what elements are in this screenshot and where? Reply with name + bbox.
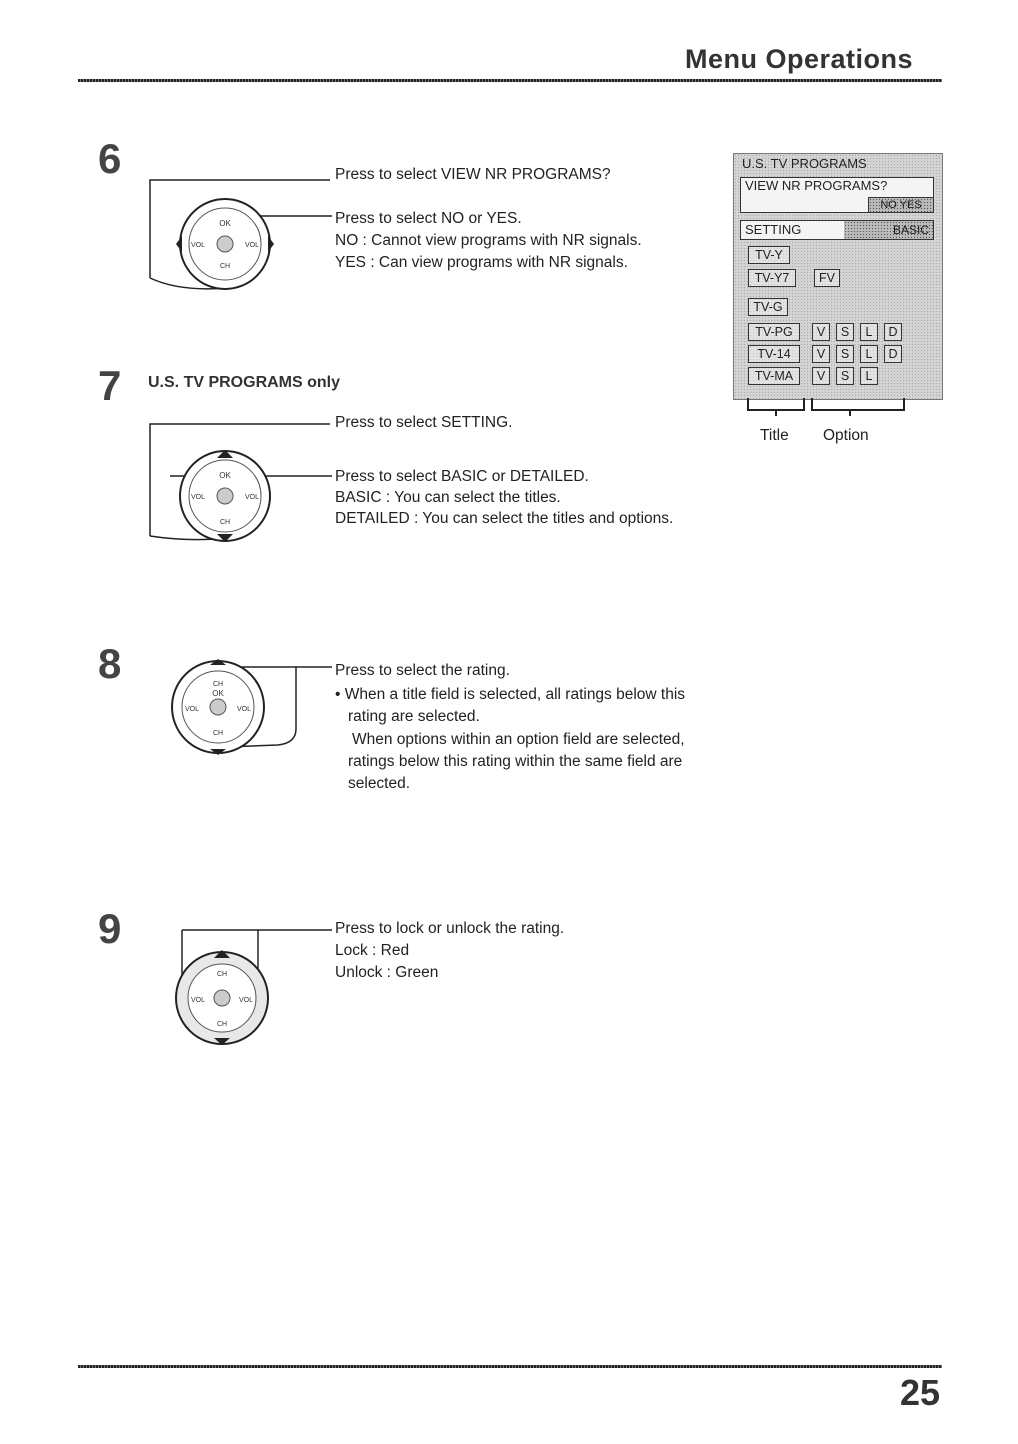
page-title: Menu Operations [684, 44, 913, 74]
step-8-line4: When options within an option field are selected, [352, 731, 685, 748]
vol-right-label: VOL [236, 706, 252, 713]
footer-rule [78, 1365, 942, 1368]
view-nr-label: VIEW NR PROGRAMS? [745, 178, 888, 193]
ch-label: CH [212, 730, 224, 737]
rating-title-tv-y7: TV-Y7 [748, 269, 796, 287]
rating-option-s: S [836, 367, 854, 385]
ch-label: CH [219, 519, 231, 526]
remote-dpad-diagram-9 [160, 918, 340, 1048]
vol-left-label: VOL [184, 706, 200, 713]
vol-left-label: VOL [190, 242, 206, 249]
step-8-line2: • When a title field is selected, all ratings below this [335, 686, 686, 703]
step-9-line1: Press to lock or unlock the rating. [335, 920, 565, 937]
rating-title-tv-y: TV-Y [748, 246, 790, 264]
ok-label: OK [212, 689, 224, 698]
menu-legend-option: Option [823, 427, 869, 444]
step-6-line1: Press to select VIEW NR PROGRAMS? [335, 166, 611, 183]
vol-left-label: VOL [190, 997, 206, 1004]
rating-title-tv-14: TV-14 [748, 345, 800, 363]
step-8-line5: ratings below this rating within the same field are [348, 753, 683, 770]
header-rule [78, 79, 942, 82]
step-8-line6: selected. [348, 775, 411, 792]
step-7-subtitle: U.S. TV PROGRAMS only [148, 374, 341, 391]
menu-legend-title: Title [760, 427, 789, 444]
basic-selector: BASIC [844, 221, 933, 239]
remote-dpad-diagram-8 [160, 655, 340, 765]
rating-option-s: S [836, 323, 854, 341]
remote-dpad-diagram-6 [140, 160, 340, 300]
step-7-number: 7 [98, 362, 122, 409]
ch-label: CH [216, 1021, 228, 1028]
ch-label: CH [216, 971, 228, 978]
step-6-line4: YES : Can view programs with NR signals. [335, 254, 628, 271]
rating-option-l: L [860, 367, 878, 385]
rating-option-l: L [860, 323, 878, 341]
step-6-line3: NO : Cannot view programs with NR signals. [335, 232, 642, 249]
step-8-line3: rating are selected. [348, 708, 480, 725]
step-8-line1: Press to select the rating. [335, 662, 510, 679]
ok-label: OK [219, 219, 231, 228]
vol-right-label: VOL [244, 494, 260, 501]
step-7-line3: BASIC : You can select the titles. [335, 489, 561, 506]
rating-option-v: V [812, 345, 830, 363]
remote-dpad-diagram-7 [140, 410, 340, 550]
no-yes-selector: NO YES [868, 197, 934, 213]
vol-left-label: VOL [190, 494, 206, 501]
rating-title-tv-pg: TV-PG [748, 323, 800, 341]
rating-option-l: L [860, 345, 878, 363]
ch-label: CH [212, 681, 224, 688]
us-tv-programs-menu [733, 153, 943, 400]
step-7-line1: Press to select SETTING. [335, 414, 513, 431]
rating-title-tv-ma: TV-MA [748, 367, 800, 385]
setting-label: SETTING [745, 222, 802, 237]
step-6-line2: Press to select NO or YES. [335, 210, 522, 227]
rating-option-fv: FV [814, 269, 840, 287]
rating-option-s: S [836, 345, 854, 363]
rating-option-v: V [812, 367, 830, 385]
vol-right-label: VOL [244, 242, 260, 249]
step-6-number: 6 [98, 135, 122, 182]
rating-title-tv-g: TV-G [748, 298, 788, 316]
step-9-number: 9 [98, 905, 122, 952]
menu-title: U.S. TV PROGRAMS [742, 156, 867, 171]
step-7-line4: DETAILED : You can select the titles and options. [335, 510, 674, 527]
rating-option-d: D [884, 323, 902, 341]
step-9-line2: Lock : Red [335, 942, 410, 959]
vol-right-label: VOL [238, 997, 254, 1004]
rating-option-v: V [812, 323, 830, 341]
step-9-line3: Unlock : Green [335, 964, 439, 981]
step-8-number: 8 [98, 640, 122, 687]
rating-option-d: D [884, 345, 902, 363]
ch-label: CH [219, 263, 231, 270]
menu-legend-brackets [740, 396, 910, 416]
page-number: 25 [899, 1372, 940, 1413]
step-7-line2: Press to select BASIC or DETAILED. [335, 468, 589, 485]
ok-label: OK [219, 471, 231, 480]
